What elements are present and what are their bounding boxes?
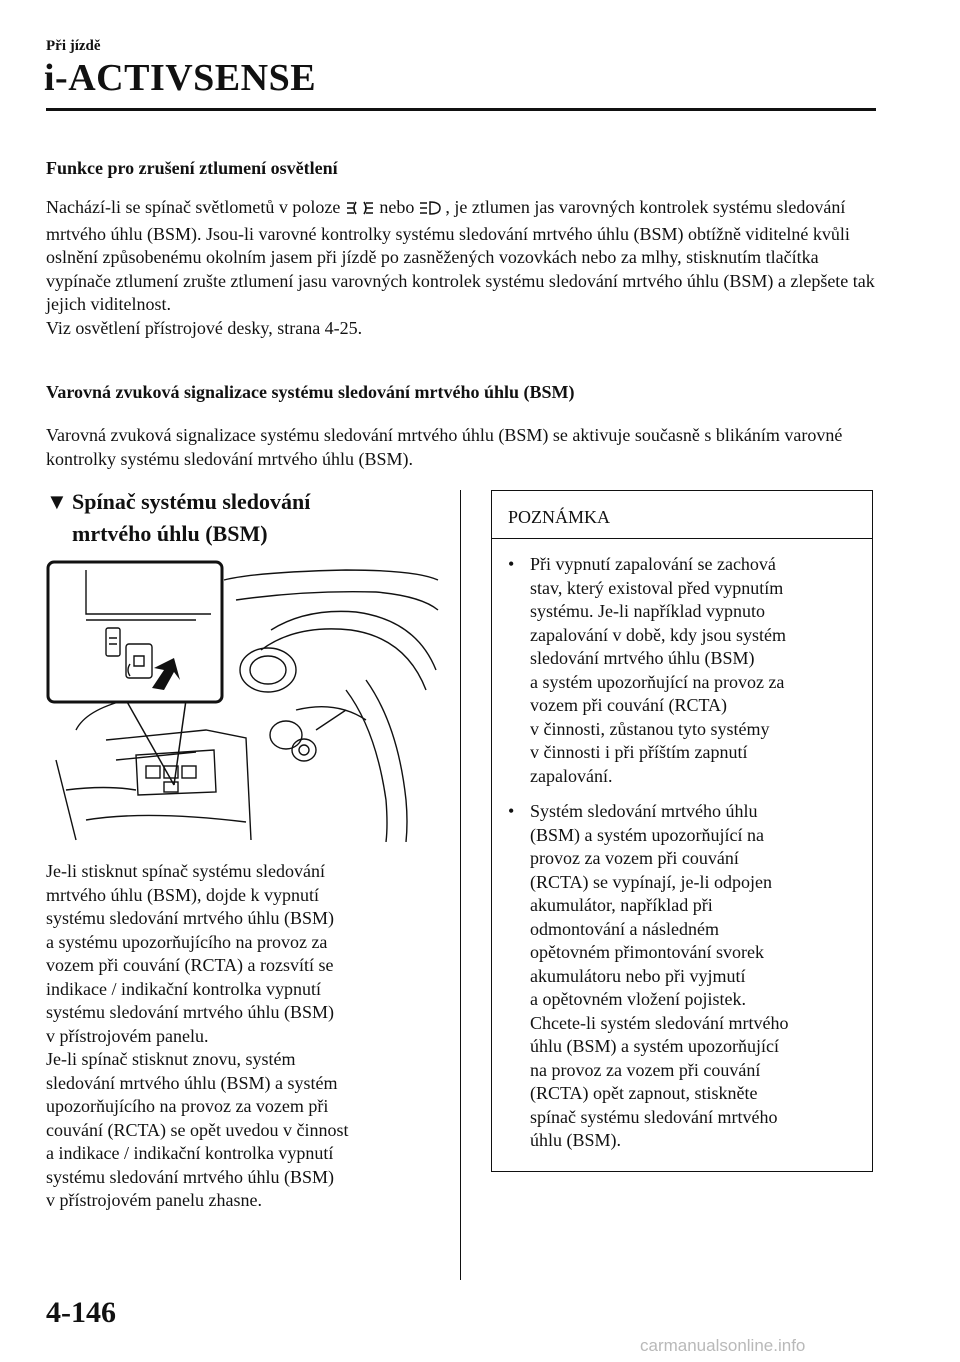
body-line: vozem při couvání (RCTA) a rozsvítí se	[46, 955, 334, 975]
note-line: Chcete-li systém sledování mrtvého	[530, 1012, 789, 1033]
watermark: carmanualsonline.info	[640, 1336, 806, 1355]
body-line: systému sledování mrtvého úhlu (BSM)	[46, 1002, 334, 1022]
note-line: a systém upozorňující na provoz za	[530, 671, 785, 692]
note-line: na provoz za vozem při couvání	[530, 1059, 761, 1080]
note-line: odmontování a následném	[530, 918, 719, 939]
note-line: Při vypnutí zapalování se zachová	[530, 554, 776, 574]
body-line: upozorňujícího na provoz za vozem při	[46, 1096, 329, 1116]
bsm-switch-description	[46, 860, 446, 1213]
note-line: úhlu (BSM).	[530, 1130, 622, 1150]
note-line: úhlu (BSM) a systém upozorňující	[530, 1036, 779, 1056]
note-line: v činnosti, zůstanou tyto systémy	[530, 718, 770, 739]
header-rule	[46, 108, 876, 111]
note-line: akumulátor, například při	[530, 895, 713, 915]
note-line: provoz za vozem při couvání	[530, 848, 739, 868]
note-line: (RCTA) se vypínají, je-li odpojen	[530, 871, 773, 892]
body-line: mrtvého úhlu (BSM), dojde k vypnutí	[46, 884, 319, 905]
section-label: Při jízdě	[46, 38, 101, 54]
dimming-paragraph	[46, 196, 886, 340]
body-line: Je-li spínač stisknut znovu, systém	[46, 1049, 296, 1069]
note-line: systému. Je-li například vypnuto	[530, 601, 765, 621]
note-title: POZNÁMKA	[492, 491, 872, 539]
body-line: sledování mrtvého úhlu (BSM) a systém	[46, 1072, 338, 1093]
parking-lights-icon	[345, 199, 375, 223]
dimming-text-part3: , je ztlumen jas varovných kontrolek systému sledování mrtvého úhlu (BSM). Jsou-li varovné kontrolky systému sledování mrtvého úhlu (BSM) obtížně viditelné kvůli oslnění způsobenému okolním jasem při jízdě po zasněžených vozovkách nebo za mlhy, stisknutím tlačítka vypínače ztlumení zrušte ztlumení jasu varovných kontrolek systému sledování mrtvého úhlu (BSM) a zlepšete tak jejich viditelnost.	[46, 197, 875, 314]
bsm-heading-line2: mrtvého úhlu (BSM)	[72, 521, 268, 546]
note-line: zapalování.	[530, 765, 613, 786]
page-number: 4-146	[46, 1296, 116, 1329]
dimming-text-part1: Nachází-li se spínač světlometů v poloze	[46, 197, 345, 217]
triangle-marker: ▼	[46, 489, 68, 514]
note-item	[506, 800, 872, 1153]
body-line: a systému upozorňujícího na provoz za	[46, 931, 328, 952]
note-line: sledování mrtvého úhlu (BSM)	[530, 648, 755, 668]
bullet-icon: •	[508, 801, 515, 821]
body-line: v přístrojovém panelu zhasne.	[46, 1190, 262, 1210]
note-line: stav, který existoval před vypnutím	[530, 577, 784, 598]
note-line: a opětovném vložení pojistek.	[530, 989, 746, 1009]
bsm-switch-heading	[46, 486, 310, 550]
column-divider	[460, 490, 461, 1280]
note-line: v činnosti i při příštím zapnutí	[530, 742, 748, 762]
note-line: vozem při couvání (RCTA)	[530, 695, 728, 715]
note-box	[491, 490, 873, 1172]
body-line: systému sledování mrtvého úhlu (BSM)	[46, 1166, 334, 1187]
headlight-icon	[419, 199, 441, 223]
note-list	[492, 539, 872, 1153]
body-line: indikace / indikační kontrolka vypnutí	[46, 978, 321, 999]
note-line: akumulátoru nebo při vyjmutí	[530, 965, 746, 986]
warning-sound-heading: Varovná zvuková signalizace systému sledování mrtvého úhlu (BSM)	[46, 382, 575, 402]
note-line: opětovném přimontování svorek	[530, 942, 764, 962]
warning-sound-text: Varovná zvuková signalizace systému sledování mrtvého úhlu (BSM) se aktivuje současně s blikáním varovné kontrolky systému sledování mrtvého úhlu (BSM).	[46, 425, 843, 469]
dimming-text-part2: nebo	[379, 197, 419, 217]
bsm-heading-line1: Spínač systému sledování	[72, 489, 311, 514]
dimming-heading: Funkce pro zrušení ztlumení osvětlení	[46, 158, 338, 178]
body-line: couvání (RCTA) se opět uvedou v činnost	[46, 1119, 349, 1140]
body-line: v přístrojovém panelu.	[46, 1025, 209, 1046]
bullet-icon: •	[508, 554, 515, 574]
note-line: zapalování v době, kdy jsou systém	[530, 624, 786, 645]
body-line: Je-li stisknut spínač systému sledování	[46, 861, 325, 881]
note-line: (BSM) a systém upozorňující na	[530, 824, 764, 845]
note-item	[506, 553, 872, 788]
note-line: (RCTA) opět zapnout, stiskněte	[530, 1083, 758, 1103]
body-line: systému sledování mrtvého úhlu (BSM)	[46, 908, 334, 928]
bsm-switch-illustration	[46, 560, 441, 842]
dimming-reference: Viz osvětlení přístrojové desky, strana 4-25.	[46, 317, 363, 338]
body-line: a indikace / indikační kontrolka vypnutí	[46, 1143, 334, 1163]
note-line: spínač systému sledování mrtvého	[530, 1106, 778, 1127]
page-title: i-ACTIVSENSE	[44, 57, 317, 99]
note-line: Systém sledování mrtvého úhlu	[530, 801, 758, 821]
